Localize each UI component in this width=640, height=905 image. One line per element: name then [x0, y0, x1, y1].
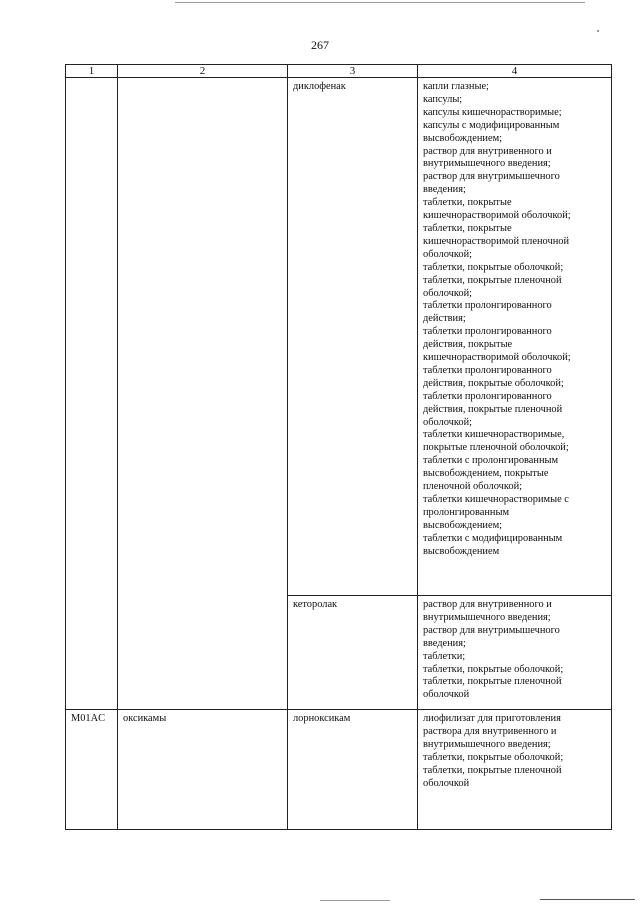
dosage-form-line: таблетки с пролонгированным [423, 455, 559, 467]
dosage-form-line: раствор для внутримышечного [423, 171, 560, 183]
dosage-form-line: кишечнорастворимой пленочной [423, 235, 570, 247]
dosage-form-line: покрытые пленочной оболочкой; [423, 442, 569, 454]
dosage-form-line: введения; [423, 637, 466, 649]
dosage-form-line: таблетки пролонгированного [423, 300, 552, 312]
dosage-forms-list [423, 599, 607, 702]
dosage-form-line: таблетки, покрытые [423, 197, 512, 209]
dosage-form-line: таблетки, покрытые пленочной [423, 764, 562, 776]
dosage-form-line: оболочкой; [423, 287, 473, 299]
dosage-form-line: таблетки, покрытые оболочкой; [423, 751, 564, 763]
drug-name-cell: диклофенак [288, 78, 418, 596]
dosage-form-line: оболочкой; [423, 416, 473, 428]
dosage-form-line: раствор для внутримышечного [423, 624, 560, 636]
dosage-form-line: высвобождением; [423, 519, 503, 531]
dosage-form-line: таблетки с модифицированным [423, 532, 563, 544]
drug-name-cell: кеторолак [288, 596, 418, 710]
dosage-form-line: таблетки кишечнорастворимые, [423, 429, 565, 441]
dosage-form-line: пролонгированным [423, 506, 510, 518]
page-number: 267 [311, 38, 329, 52]
header-col-2: 2 [118, 65, 288, 78]
scan-line-top [175, 2, 585, 3]
dosage-form-line: внутримышечного введения; [423, 158, 551, 170]
header-col-4: 4 [418, 65, 612, 78]
header-col-1: 1 [66, 65, 118, 78]
dosage-form-line: пленочной оболочкой; [423, 481, 523, 493]
group-cell: оксикамы [118, 710, 288, 830]
table-row [66, 78, 612, 596]
dosage-form-line: таблетки, покрытые оболочкой; [423, 663, 564, 675]
dosage-form-line: лиофилизат для приготовления [423, 713, 561, 724]
dosage-form-line: оболочкой; [423, 248, 473, 260]
dosage-form-line: раствор для внутривенного и [423, 145, 552, 157]
dosage-forms-list [423, 713, 607, 790]
scan-line-bottom [320, 900, 390, 901]
dosage-form-line: оболочкой [423, 777, 470, 789]
dosage-form-line: кишечнорастворимой оболочкой; [423, 352, 571, 364]
dosage-forms-cell [418, 78, 612, 596]
dosage-form-line: таблетки кишечнорастворимые с [423, 494, 569, 505]
dosage-form-line: раствор для внутривенного и [423, 599, 552, 610]
code-cell [66, 78, 118, 710]
scan-dot [597, 30, 599, 32]
drug-name-cell: лорноксикам [288, 710, 418, 830]
dosage-form-line: действия; [423, 313, 466, 325]
dosage-form-line: действия, покрытые пленочной [423, 403, 563, 415]
table-row [66, 710, 612, 830]
scan-line-bottom-right [540, 899, 635, 900]
dosage-form-line: оболочкой [423, 689, 470, 701]
dosage-form-line: внутримышечного введения; [423, 738, 551, 750]
dosage-forms-list [423, 81, 607, 559]
dosage-form-line: таблетки, покрытые пленочной [423, 274, 562, 286]
group-cell [118, 78, 288, 710]
code-cell: M01AC [66, 710, 118, 830]
dosage-form-line: действия, покрытые оболочкой; [423, 377, 564, 389]
dosage-form-line: внутримышечного введения; [423, 611, 551, 623]
header-row [66, 65, 612, 78]
dosage-form-line: капсулы; [423, 93, 463, 105]
dosage-form-line: действия, покрытые [423, 339, 513, 351]
dosage-form-line: высвобождением, покрытые [423, 468, 549, 480]
drug-table [65, 64, 612, 830]
dosage-form-line: высвобождением [423, 545, 500, 557]
dosage-form-line: капсулы с модифицированным [423, 119, 560, 131]
dosage-form-line: таблетки пролонгированного [423, 390, 552, 402]
dosage-forms-cell [418, 710, 612, 830]
dosage-form-line: высвобождением; [423, 132, 503, 144]
dosage-form-line: таблетки пролонгированного [423, 326, 552, 338]
dosage-form-line: таблетки пролонгированного [423, 364, 552, 376]
dosage-form-line: капли глазные; [423, 81, 489, 92]
dosage-form-line: капсулы кишечнорастворимые; [423, 106, 562, 118]
dosage-form-line: таблетки, покрытые пленочной [423, 676, 562, 688]
dosage-form-line: введения; [423, 184, 466, 196]
dosage-form-line: таблетки; [423, 650, 466, 662]
header-col-3: 3 [288, 65, 418, 78]
dosage-forms-cell [418, 596, 612, 710]
dosage-form-line: раствора для внутривенного и [423, 725, 557, 737]
dosage-form-line: кишечнорастворимой оболочкой; [423, 210, 571, 222]
dosage-form-line: таблетки, покрытые [423, 222, 512, 234]
dosage-form-line: таблетки, покрытые оболочкой; [423, 261, 564, 273]
